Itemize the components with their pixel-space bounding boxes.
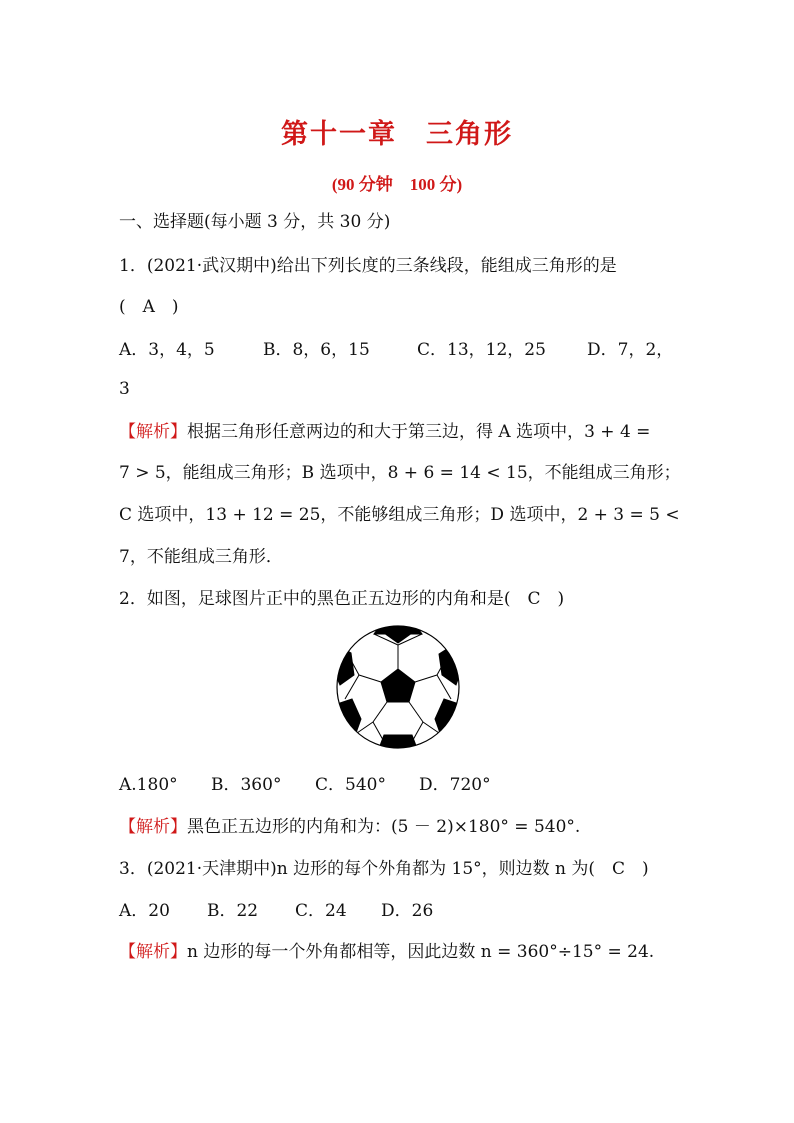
q2-option-b: B．360°	[211, 775, 282, 795]
analysis-tag: 【解析】	[119, 422, 187, 442]
section-heading: 一、选择题(每小题 3 分，共 30 分)	[119, 212, 391, 232]
q2-option-a: A.180°	[119, 775, 178, 795]
q1-option-b: B．8，6，15	[263, 340, 370, 360]
q2-analysis: 【解析】黑色正五边形的内角和为：(5 － 2)×180° = 540°.	[119, 817, 581, 837]
q1-analysis-line-3: C 选项中，13 + 12 = 25，不能够组成三角形；D 选项中，2 + 3 = 5 <	[119, 505, 680, 525]
q1-option-c: C．13，12，25	[417, 340, 546, 360]
q3-option-c: C．24	[295, 901, 347, 921]
q1-option-a: A．3，4，5	[119, 340, 215, 360]
q1-options	[119, 338, 673, 362]
q1-answer: ( A )	[119, 297, 179, 317]
q3-analysis: 【解析】n 边形的每一个外角都相等，因此边数 n = 360°÷15° = 24.	[119, 942, 655, 962]
q3-option-b: B．22	[207, 901, 259, 921]
q1-analysis-line-1: 【解析】根据三角形任意两边的和大于第三边，得 A 选项中，3 + 4 =	[119, 422, 651, 442]
q1-option-d-cont: 3	[119, 379, 130, 399]
q3-option-a: A．20	[119, 901, 170, 921]
q3-option-d: D．26	[381, 901, 434, 921]
q2-options	[119, 773, 491, 797]
q2-stem: 2．如图，足球图片正中的黑色正五边形的内角和是( C )	[119, 589, 565, 609]
analysis-tag: 【解析】	[119, 817, 187, 837]
q1-option-d: D．7，2，	[587, 340, 674, 360]
exam-duration-score: (90 分钟 100 分)	[331, 175, 463, 194]
q3-stem: 3．(2021·天津期中)n 边形的每个外角都为 15°，则边数 n 为( C )	[119, 859, 649, 879]
q2-option-d: D．720°	[419, 775, 491, 795]
chapter-title: 第十一章 三角形	[281, 119, 513, 150]
q1-analysis-line-2: 7 > 5，能组成三角形；B 选项中，8 + 6 = 14 < 15，不能组成三角形；	[119, 463, 681, 483]
analysis-tag: 【解析】	[119, 942, 187, 962]
q1-analysis-line-4: 7，不能组成三角形．	[119, 547, 283, 567]
soccer-ball-figure	[334, 623, 462, 751]
q3-options	[119, 899, 433, 923]
q2-option-c: C．540°	[315, 775, 386, 795]
q1-stem: 1．(2021·武汉期中)给出下列长度的三条线段，能组成三角形的是	[119, 256, 617, 276]
